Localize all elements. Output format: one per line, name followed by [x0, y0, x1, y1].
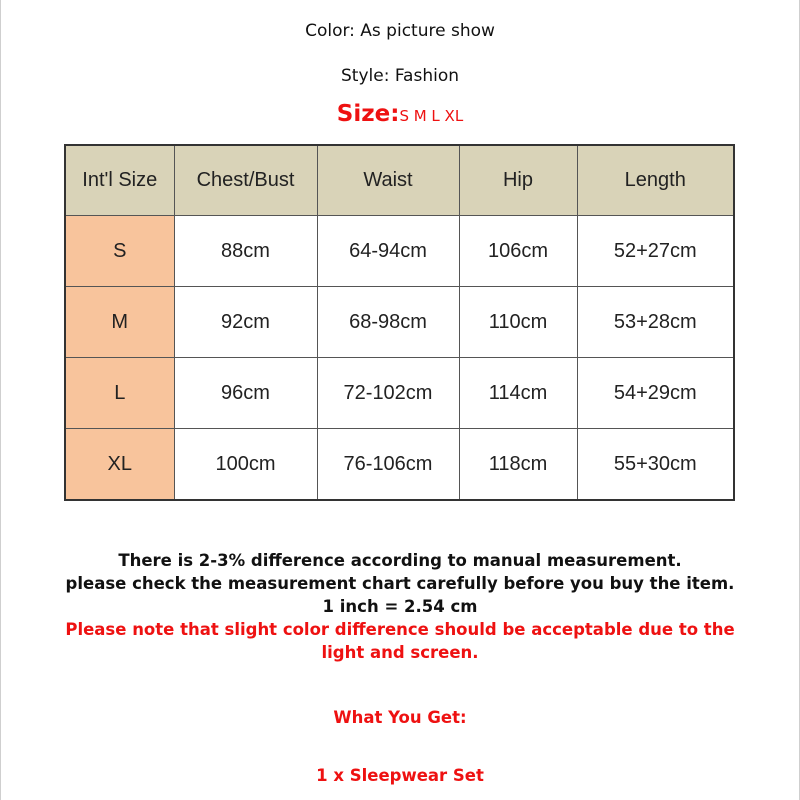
- color-line: Color: As picture show: [305, 21, 495, 41]
- size-line: [0, 101, 800, 127]
- size-cell: M: [65, 287, 174, 358]
- length-cell: 55+30cm: [577, 429, 734, 501]
- col-header-chest-bust: Chest/Bust: [174, 145, 317, 216]
- length-cell: 52+27cm: [577, 216, 734, 287]
- note-color-difference: Please note that slight color difference should be acceptable due to the light and screen.: [65, 620, 735, 662]
- note-inch-conversion: 1 inch = 2.54 cm: [322, 597, 478, 616]
- hip-cell: 110cm: [459, 287, 577, 358]
- table-row: [65, 287, 734, 358]
- size-cell: L: [65, 358, 174, 429]
- col-header-hip: Hip: [459, 145, 577, 216]
- size-values: S M L XL: [399, 107, 464, 125]
- size-chart-table: [64, 144, 735, 501]
- col-header-intl-size: Int'l Size: [65, 145, 174, 216]
- hip-cell: 106cm: [459, 216, 577, 287]
- note-check-chart: please check the measurement chart carefully before you buy the item.: [65, 574, 735, 593]
- col-header-length: Length: [577, 145, 734, 216]
- table-row: [65, 358, 734, 429]
- measurement-notes: [60, 549, 740, 664]
- chest-cell: 92cm: [174, 287, 317, 358]
- size-cell: S: [65, 216, 174, 287]
- table-row: [65, 429, 734, 501]
- package-item: 1 x Sleepwear Set: [316, 766, 484, 785]
- note-difference: There is 2-3% difference according to manual measurement.: [118, 551, 682, 570]
- size-label: Size:: [336, 101, 400, 127]
- chest-cell: 88cm: [174, 216, 317, 287]
- waist-cell: 68-98cm: [317, 287, 459, 358]
- length-cell: 53+28cm: [577, 287, 734, 358]
- waist-cell: 76-106cm: [317, 429, 459, 501]
- col-header-waist: Waist: [317, 145, 459, 216]
- style-line: Style: Fashion: [341, 66, 459, 86]
- table-row: [65, 216, 734, 287]
- table-header-row: [65, 145, 734, 216]
- what-you-get-heading: What You Get:: [333, 708, 467, 727]
- length-cell: 54+29cm: [577, 358, 734, 429]
- hip-cell: 118cm: [459, 429, 577, 501]
- chest-cell: 100cm: [174, 429, 317, 501]
- size-cell: XL: [65, 429, 174, 501]
- chest-cell: 96cm: [174, 358, 317, 429]
- waist-cell: 72-102cm: [317, 358, 459, 429]
- waist-cell: 64-94cm: [317, 216, 459, 287]
- hip-cell: 114cm: [459, 358, 577, 429]
